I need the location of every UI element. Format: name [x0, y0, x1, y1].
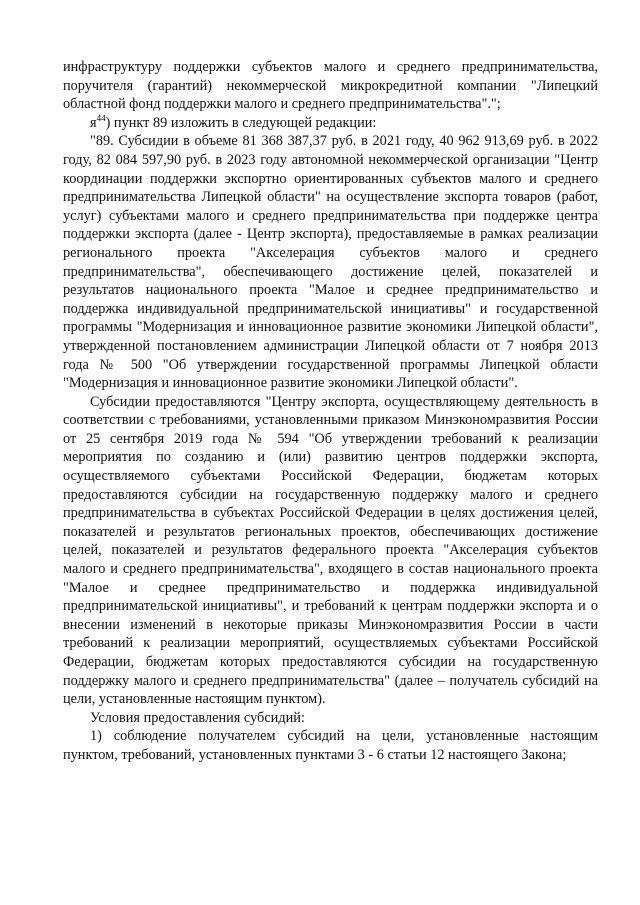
- amendment-text: ) пункт 89 изложить в следующей редакции:: [105, 114, 377, 131]
- intro-paragraph: инфраструктуру поддержки субъектов малого и среднего предпринимательства, поручителя (гарантий) некоммерческой микрокредитной компании "Липецкий областной фонд поддержки малого и среднего предпринимательства".";: [63, 59, 598, 113]
- amendment-marker-superscript: 44: [96, 113, 106, 124]
- amendment-instruction: [63, 114, 598, 133]
- clause-89-paragraph: "89. Субсидии в объеме 81 368 387,37 руб. в 2021 году, 40 962 913,69 руб. в 2022 году, 82 084 597,90 руб. в 2023 году автономной некоммерческой организации "Центр координации поддержки экспортно ориентированных субъектов малого и среднего предпринимательства Липецкой области" на осуществление экспорта товаров (работ, услуг) субъектами малого и среднего предпринимательства при поддержке центра поддержки экспорта (далее - Центр экспорта), предоставляемые в рамках реализации регионального проекта "Акселерация субъектов малого и среднего предпринимательства", обеспечивающего достижение целей, показателей и результатов национального проекта "Малое и среднее предпринимательство и поддержка индивидуальной предпринимательской инициативы" и государственной программы "Модернизация и инновационное развитие экономики Липецкой области", утвержденной постановлением администрации Липецкой области от 7 ноября 2013 года № 500 "Об утверждении государственной программы Липецкой области "Модернизация и инновационное развитие экономики Липецкой области".: [63, 133, 598, 392]
- document-page: [63, 58, 598, 765]
- subsidy-recipients-paragraph: Субсидии предоставляются "Центру экспорта, осуществляющему деятельность в соответствии с требованиями, установленными приказом Минэкономразвития России от 25 сентября 2019 года № 594 "Об утверждении требований к реализации мероприятия по созданию и (или) развитию центров поддержки экспорта, осуществляемого субъектами Российской Федерации, бюджетам которых предоставляются субсидии на государственную поддержку малого и среднего предпринимательства в субъектах Российской Федерации в целях достижения целей, показателей и результатов региональных проектов, обеспечивающих достижение целей, показателей и результатов федерального проекта "Акселерация субъектов малого и среднего предпринимательства", входящего в состав национального проекта "Малое и среднее предпринимательство и поддержка индивидуальной предпринимательской инициативы", и требований к центрам поддержки экспорта и о внесении изменений в некоторые приказы Минэкономразвития России в части требований к реализации мероприятий, осуществляемых субъектами Российской Федерации, бюджетам которых предоставляются субсидии на государственную поддержку малого и среднего предпринимательства" (далее – получатель субсидий на цели, установленные настоящим пунктом).: [63, 393, 598, 708]
- conditions-heading: Условия предоставления субсидий:: [90, 709, 305, 726]
- amendment-marker: я: [90, 114, 97, 131]
- condition-1-paragraph: 1) соблюдение получателем субсидий на цели, установленные настоящим пунктом, требований, установленных пунктами 3 - 6 статьи 12 настоящего Закона;: [63, 728, 598, 763]
